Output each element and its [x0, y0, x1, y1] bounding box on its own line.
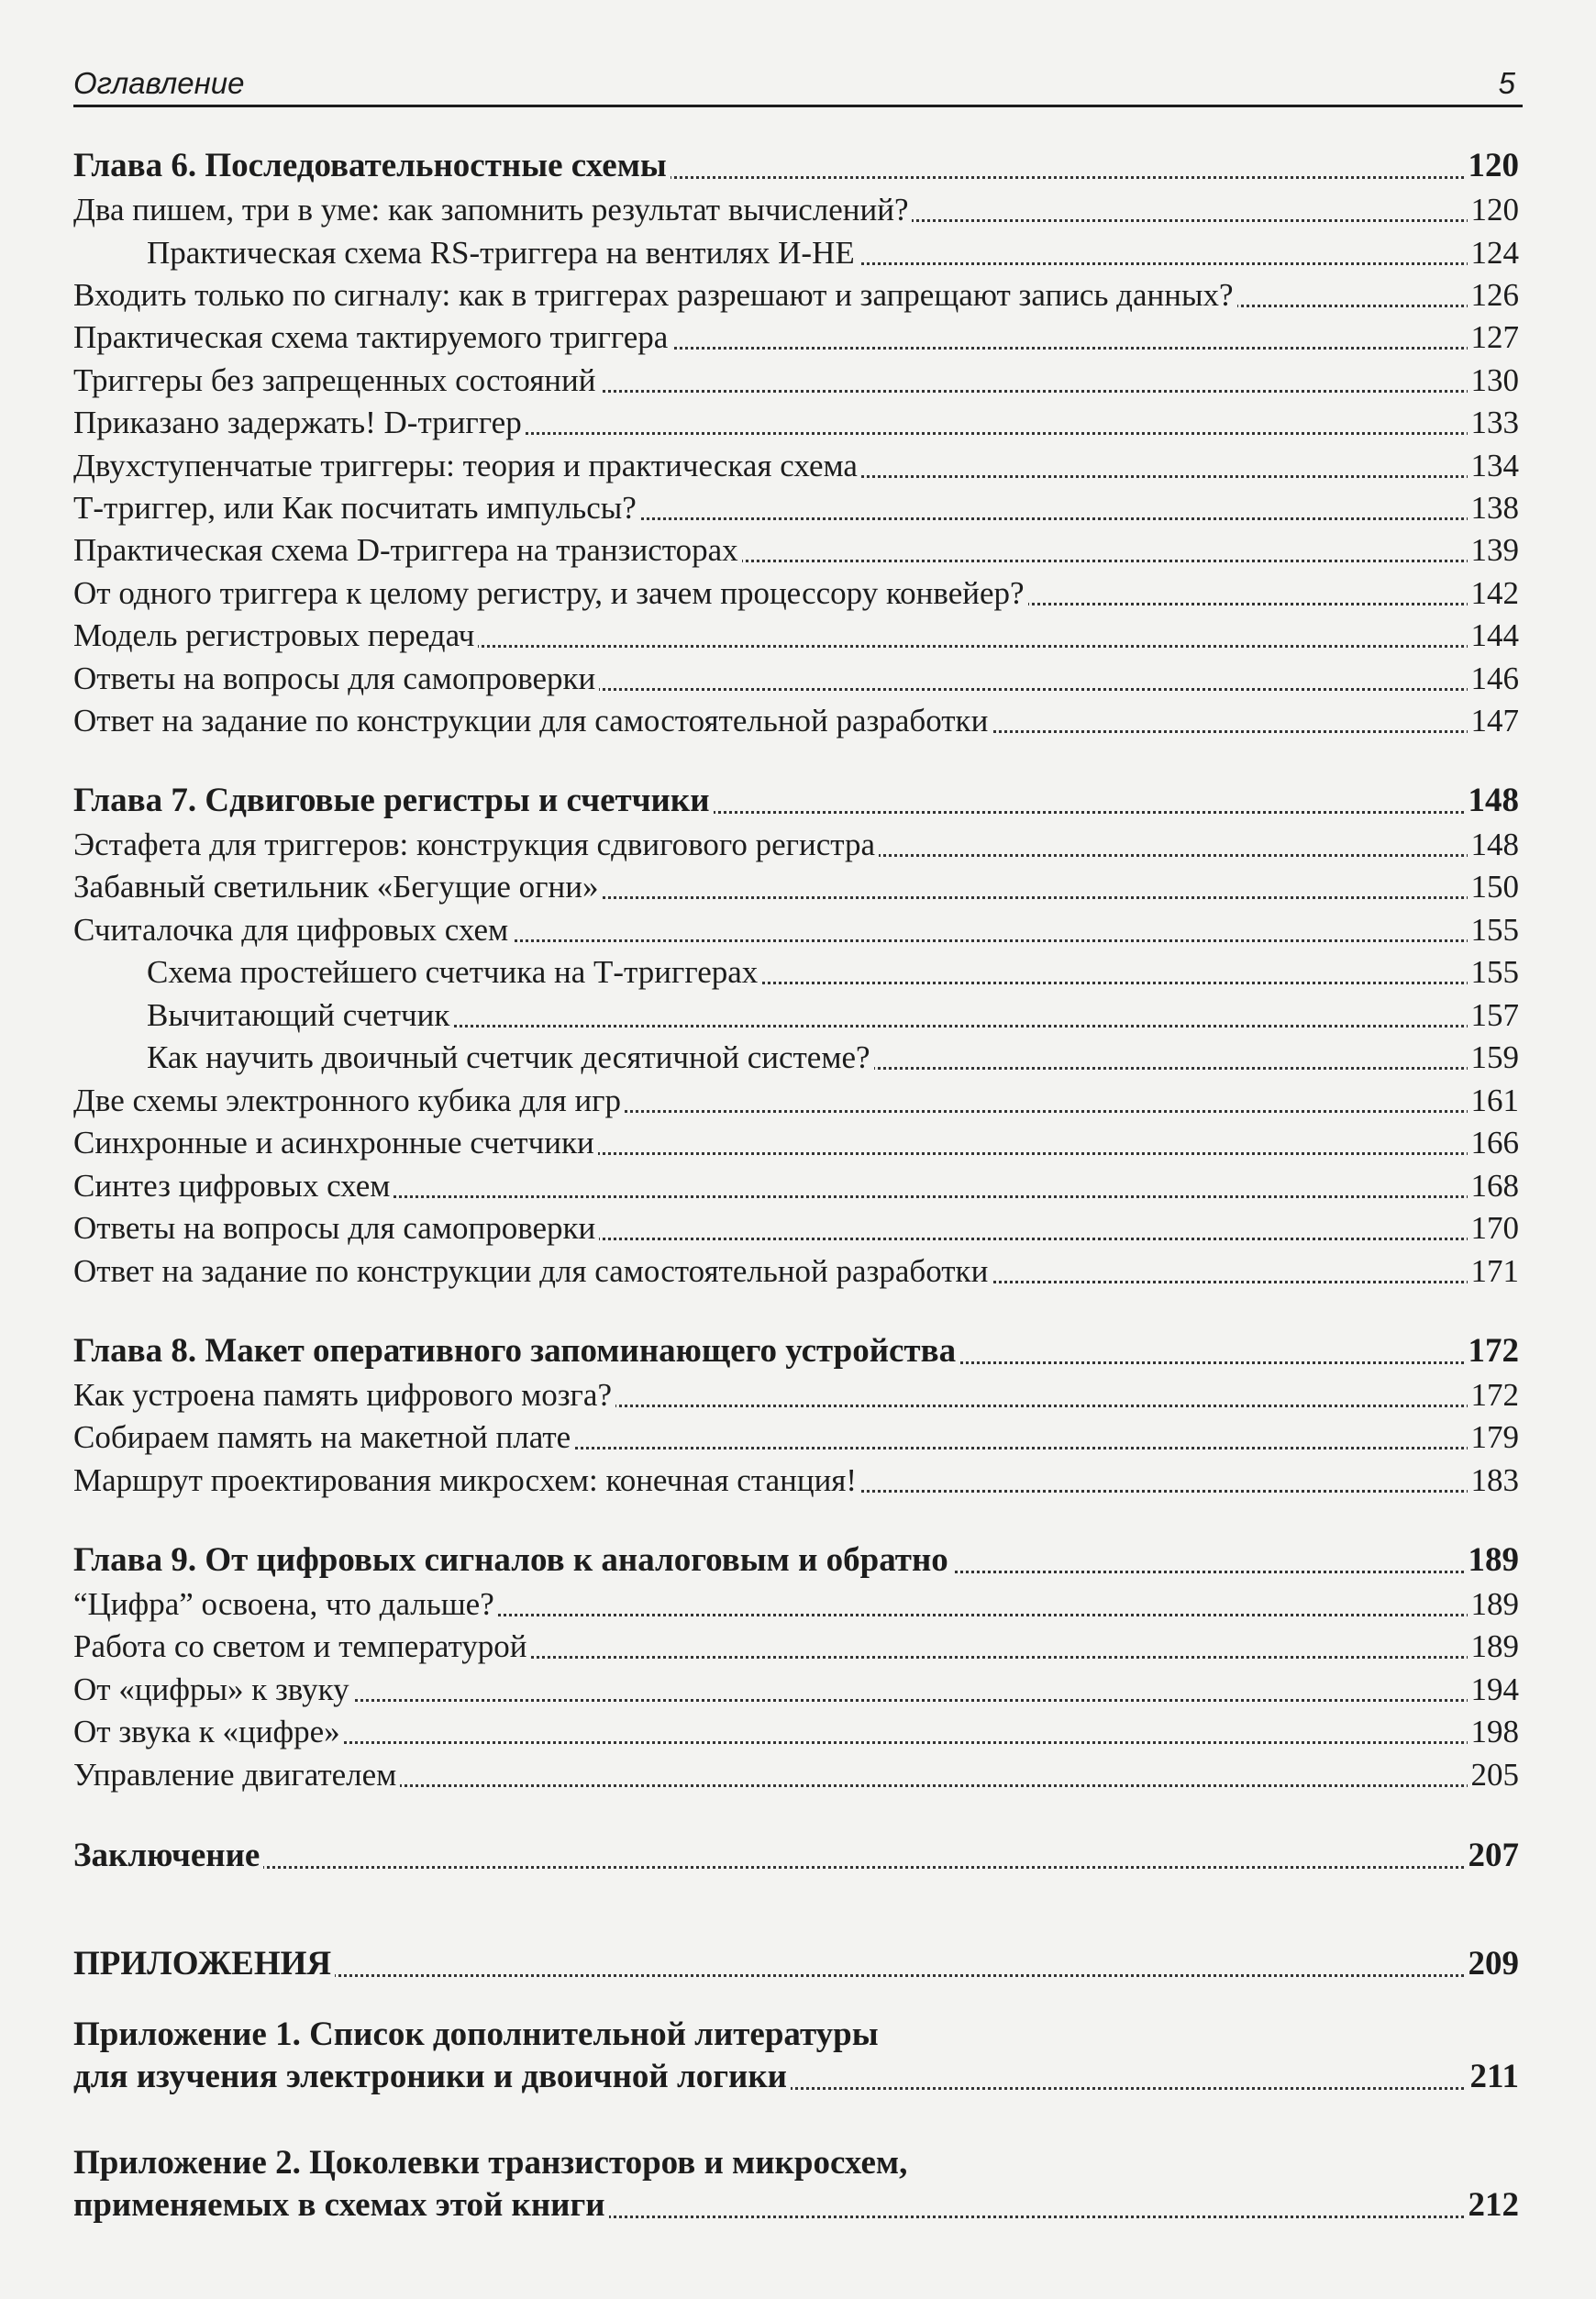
- toc-entry-page: 157: [1468, 997, 1520, 1034]
- toc-entry-title: Схема простейшего счетчика на Т-триггерах: [147, 954, 761, 991]
- toc-entry-page: 159: [1468, 1039, 1520, 1076]
- toc-chapter-entry[interactable]: [0, 1330, 1596, 1372]
- toc-entry[interactable]: [0, 528, 1596, 571]
- toc-entry-title: Собираем память на макетной плате: [73, 1419, 574, 1456]
- toc-entry[interactable]: [0, 444, 1596, 486]
- toc-entry-title: Эстафета для триггеров: конструкция сдвигового регистра: [73, 827, 879, 863]
- toc-entry[interactable]: [0, 1036, 1596, 1078]
- toc-entry[interactable]: [0, 316, 1596, 358]
- toc-entry-title: ПРИЛОЖЕНИЯ: [73, 1944, 335, 1983]
- toc-entry-page: 211: [1467, 2057, 1519, 2096]
- toc-entry-title: Синтез цифровых схем: [73, 1168, 393, 1205]
- toc-entry-title: Т-триггер, или Как посчитать импульсы?: [73, 490, 640, 527]
- toc-entry-page: 205: [1468, 1757, 1520, 1794]
- toc-entry-page: 146: [1468, 661, 1520, 697]
- toc-entry-page: 144: [1468, 617, 1520, 654]
- toc-entry[interactable]: [0, 359, 1596, 401]
- toc-entry-page: 170: [1468, 1210, 1520, 1247]
- toc-entry-title: Управление двигателем: [73, 1757, 400, 1794]
- toc-entry-title: От одного триггера к целому регистру, и зачем процессору конвейер?: [73, 575, 1028, 612]
- toc-entry[interactable]: [0, 486, 1596, 528]
- toc-entry-page: 189: [1468, 1586, 1520, 1623]
- toc-entry-page: 168: [1468, 1168, 1520, 1205]
- toc-entry-page: 148: [1468, 827, 1520, 863]
- toc-entry-title: Практическая схема D-триггера на транзисторах: [73, 532, 742, 569]
- toc-entry-title: “Цифра” освоена, что дальше?: [73, 1586, 498, 1623]
- toc-entry-page: 120: [1468, 192, 1520, 228]
- toc-entry-page: 161: [1468, 1083, 1520, 1119]
- toc-entry-page: 130: [1468, 362, 1520, 399]
- toc-entry-page: 147: [1468, 703, 1520, 739]
- toc-entry-page: 148: [1465, 781, 1520, 820]
- toc-entry[interactable]: [0, 1416, 1596, 1458]
- toc-entry-title: Ответ на задание по конструкции для самостоятельной разработки: [73, 703, 992, 739]
- toc-entry-page: 139: [1468, 532, 1520, 569]
- toc-entry[interactable]: [0, 1583, 1596, 1625]
- running-head: [73, 57, 1523, 107]
- toc-entry-page: 172: [1465, 1331, 1520, 1371]
- toc-entry[interactable]: [0, 1373, 1596, 1416]
- toc-entry[interactable]: [0, 1625, 1596, 1667]
- toc-entry[interactable]: [0, 994, 1596, 1036]
- toc-entry-title: Глава 7. Сдвиговые регистры и счетчики: [73, 781, 714, 820]
- toc-entry-title: Глава 6. Последовательностные схемы: [73, 146, 671, 185]
- toc-entry-title: Считалочка для цифровых схем: [73, 912, 512, 949]
- toc-entry-page: 172: [1468, 1377, 1520, 1414]
- toc-entry-page: 212: [1465, 2185, 1520, 2225]
- running-head-page-number: 5: [1498, 66, 1515, 100]
- toc-entry[interactable]: [0, 908, 1596, 950]
- toc-entry-page: 207: [1465, 1836, 1520, 1875]
- toc-chapter-entry[interactable]: [0, 2056, 1596, 2098]
- toc-entry[interactable]: [0, 273, 1596, 316]
- toc-entry-page: 120: [1465, 146, 1520, 185]
- toc-entry-page: 150: [1468, 869, 1520, 905]
- toc-entry-title: Заключение: [73, 1836, 263, 1875]
- toc-entry[interactable]: [0, 1249, 1596, 1292]
- toc-entry-title: Ответы на вопросы для самопроверки: [73, 661, 599, 697]
- toc-entry[interactable]: [0, 231, 1596, 273]
- toc-entry-title: Ответы на вопросы для самопроверки: [73, 1210, 599, 1247]
- toc-entry[interactable]: [0, 1668, 1596, 1710]
- toc-entry-title: Забавный светильник «Бегущие огни»: [73, 869, 603, 905]
- toc-entry[interactable]: [0, 699, 1596, 741]
- toc-entry[interactable]: [0, 614, 1596, 656]
- toc-entry[interactable]: [0, 1753, 1596, 1795]
- toc-entry[interactable]: [0, 823, 1596, 865]
- toc-entry[interactable]: [0, 1121, 1596, 1163]
- toc-entry-title: Как научить двоичный счетчик десятичной системе?: [147, 1039, 874, 1076]
- toc-entry[interactable]: [0, 1710, 1596, 1752]
- toc-entry-page: 127: [1468, 319, 1520, 356]
- toc-chapter-entry[interactable]: [0, 780, 1596, 822]
- toc-entry-title: Как устроена память цифрового мозга?: [73, 1377, 615, 1414]
- toc-chapter-entry[interactable]: [0, 1943, 1596, 1985]
- toc-entry-page: 155: [1468, 954, 1520, 991]
- toc-entry[interactable]: [0, 401, 1596, 443]
- toc-entry-page: 194: [1468, 1671, 1520, 1708]
- toc-entry-page: 179: [1468, 1419, 1520, 1456]
- toc-entry-title: Входить только по сигналу: как в триггерах разрешают и запрещают запись данных?: [73, 277, 1237, 314]
- toc-entry-page: 124: [1468, 235, 1520, 272]
- toc-entry-page: 166: [1468, 1125, 1520, 1161]
- toc-entry-title: Практическая схема RS-триггера на вентилях И-НЕ: [147, 235, 859, 272]
- toc-entry-page: 209: [1465, 1944, 1520, 1983]
- toc-entry-page: 189: [1468, 1628, 1520, 1665]
- toc-entry-title-line: Приложение 1. Список дополнительной литературы: [73, 2016, 879, 2053]
- toc-chapter-entry[interactable]: [0, 2184, 1596, 2227]
- toc-entry-title: Ответ на задание по конструкции для самостоятельной разработки: [73, 1253, 992, 1290]
- toc-entry-title: Вычитающий счетчик: [147, 997, 453, 1034]
- toc-entry-page: 138: [1468, 490, 1520, 527]
- toc-entry-page: 171: [1468, 1253, 1520, 1290]
- toc-entry-page: 133: [1468, 405, 1520, 441]
- toc-entry[interactable]: [0, 1206, 1596, 1249]
- toc-entry[interactable]: [0, 657, 1596, 699]
- toc-entry-page: 189: [1465, 1540, 1520, 1580]
- toc-entry[interactable]: [0, 572, 1596, 614]
- toc-entry-title: От «цифры» к звуку: [73, 1671, 353, 1708]
- running-head-title: Оглавление: [73, 66, 245, 100]
- toc-entry[interactable]: [0, 950, 1596, 993]
- toc-entry-title: Маршрут проектирования микросхем: конечная станция!: [73, 1462, 860, 1499]
- toc-chapter-entry[interactable]: [0, 1539, 1596, 1582]
- toc-entry-title: Практическая схема тактируемого триггера: [73, 319, 671, 356]
- toc-chapter-entry[interactable]: [0, 145, 1596, 187]
- toc-entry[interactable]: [0, 188, 1596, 230]
- toc-entry-title: Модель регистровых передач: [73, 617, 478, 654]
- dot-leader: [73, 1866, 1519, 1869]
- toc-entry-title-line: Приложение 2. Цоколевки транзисторов и микросхем,: [73, 2144, 908, 2182]
- toc-entry-title: применяемых в схемах этой книги: [73, 2185, 609, 2225]
- toc-entry[interactable]: [0, 1164, 1596, 1206]
- toc-entry-title: Две схемы электронного кубика для игр: [73, 1083, 625, 1119]
- toc-entry-title: Синхронные и асинхронные счетчики: [73, 1125, 598, 1161]
- toc-entry-title: Триггеры без запрещенных состояний: [73, 362, 600, 399]
- toc-entry-title: Двухступенчатые триггеры: теория и практическая схема: [73, 448, 861, 484]
- toc-entry-title: От звука к «цифре»: [73, 1714, 344, 1750]
- toc-entry-title: Глава 9. От цифровых сигналов к аналоговым и обратно: [73, 1540, 952, 1580]
- toc-entry[interactable]: [0, 1079, 1596, 1121]
- toc-entry-title: Приказано задержать! D-триггер: [73, 405, 526, 441]
- toc-entry-title: Глава 8. Макет оперативного запоминающего устройства: [73, 1331, 959, 1371]
- toc-chapter-entry[interactable]: [0, 1835, 1596, 1877]
- toc-entry-page: 183: [1468, 1462, 1520, 1499]
- toc-entry[interactable]: [0, 865, 1596, 907]
- toc-entry-page: 155: [1468, 912, 1520, 949]
- toc-entry-page: 134: [1468, 448, 1520, 484]
- toc-entry-title: для изучения электроники и двоичной логики: [73, 2057, 791, 2096]
- toc-entry-page: 198: [1468, 1714, 1520, 1750]
- toc-entry-title: Два пишем, три в уме: как запомнить результат вычислений?: [73, 192, 912, 228]
- toc-entry-page: 142: [1468, 575, 1520, 612]
- toc-entry[interactable]: [0, 1459, 1596, 1501]
- toc-entry-page: 126: [1468, 277, 1520, 314]
- toc-entry-title: Работа со светом и температурой: [73, 1628, 531, 1665]
